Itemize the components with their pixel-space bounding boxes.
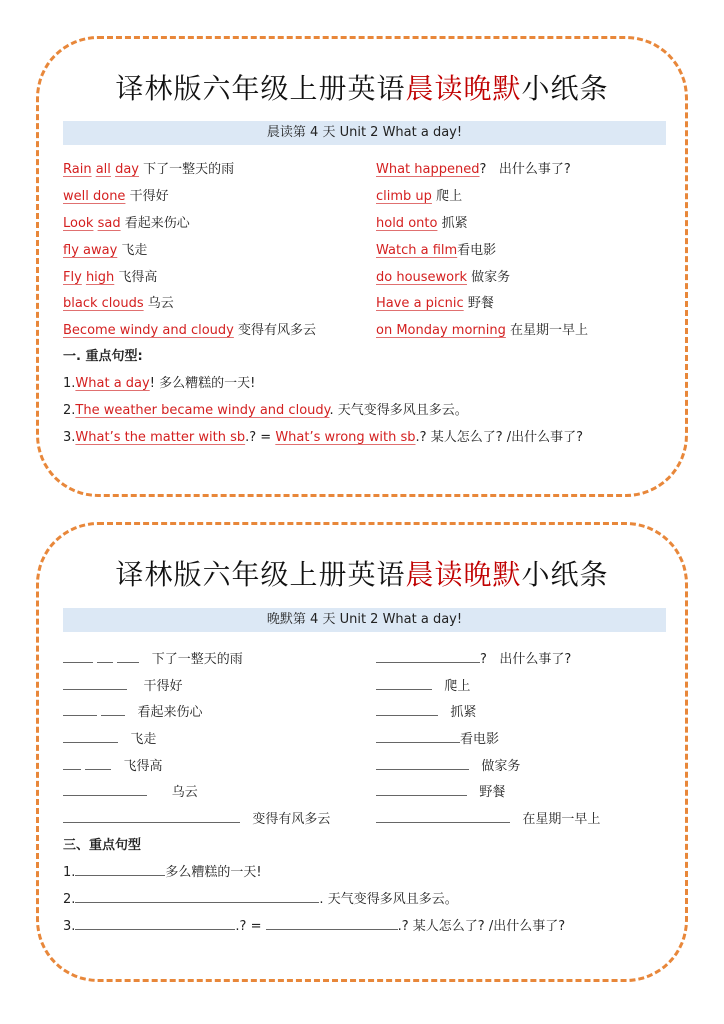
dictation-item: 在星期一早上 xyxy=(376,810,600,829)
section-band: 晚默第 4 天 Unit 2 What a day! xyxy=(63,608,666,632)
vocab-item: do housework 做家务 xyxy=(376,270,511,285)
answer-blank[interactable] xyxy=(376,757,469,770)
dictation-item: 变得有风多云 xyxy=(63,810,330,829)
answer-blank[interactable] xyxy=(376,783,467,796)
vocab-item: well done 干得好 xyxy=(63,189,169,204)
sentence-item: 1. 多么糟糕的一天! xyxy=(63,865,262,880)
dictation-item: 野餐 xyxy=(376,783,505,802)
answer-blank[interactable] xyxy=(376,810,510,823)
answer-blank[interactable] xyxy=(85,757,111,770)
sentence-item: 3.What’s the matter with sb.? = What’s wrong with sb.? 某人怎么了? /出什么事了? xyxy=(63,430,584,445)
vocab-item: climb up 爬上 xyxy=(376,189,463,204)
morning-reading-card xyxy=(36,36,688,497)
vocab-item: on Monday morning 在星期一早上 xyxy=(376,323,589,338)
vocab-item: Have a picnic 野餐 xyxy=(376,296,494,311)
vocab-item: What happened? 出什么事了? xyxy=(376,162,571,177)
dictation-item: 乌云 xyxy=(63,783,198,802)
answer-blank[interactable] xyxy=(63,677,127,690)
answer-blank[interactable] xyxy=(63,650,93,663)
dictation-item: ? 出什么事了? xyxy=(376,650,571,669)
vocab-item: Watch a film看电影 xyxy=(376,243,497,258)
answer-blank[interactable] xyxy=(75,890,319,903)
answer-blank[interactable] xyxy=(376,730,460,743)
evening-dictation-card xyxy=(36,522,688,982)
answer-blank[interactable] xyxy=(376,650,480,663)
vocab-item: Look sad 看起来伤心 xyxy=(63,216,190,231)
page-title: 译林版六年级上册英语晨读晚默小纸条 xyxy=(115,72,609,105)
answer-blank[interactable] xyxy=(63,810,240,823)
dictation-item: 下了一整天的雨 xyxy=(63,650,243,669)
vocab-item: fly away 飞走 xyxy=(63,243,148,258)
vocab-item: black clouds 乌云 xyxy=(63,296,174,311)
answer-blank[interactable] xyxy=(63,783,147,796)
sentence-item: 2.The weather became windy and cloudy. 天气变得多风且多云。 xyxy=(63,403,468,418)
answer-blank[interactable] xyxy=(75,917,235,930)
answer-blank[interactable] xyxy=(75,863,165,876)
section-heading: 三、重点句型 xyxy=(63,838,142,853)
dictation-item: 干得好 xyxy=(63,677,183,696)
section-heading: 一. 重点句型: xyxy=(63,349,143,364)
dictation-item: 看起来伤心 xyxy=(63,703,203,722)
dictation-item: 飞得高 xyxy=(63,757,163,776)
answer-blank[interactable] xyxy=(376,703,438,716)
answer-blank[interactable] xyxy=(97,650,113,663)
page-title: 译林版六年级上册英语晨读晚默小纸条 xyxy=(115,558,609,591)
sentence-item: 1.What a day! 多么糟糕的一天! xyxy=(63,376,256,391)
answer-blank[interactable] xyxy=(117,650,139,663)
dictation-item: 爬上 xyxy=(376,677,470,696)
dictation-item: 抓紧 xyxy=(376,703,476,722)
answer-blank[interactable] xyxy=(101,703,125,716)
dictation-item: 看电影 xyxy=(376,730,499,749)
answer-blank[interactable] xyxy=(266,917,398,930)
section-band: 晨读第 4 天 Unit 2 What a day! xyxy=(63,121,666,145)
answer-blank[interactable] xyxy=(63,757,81,770)
sentence-item: 3. .? = .? 某人怎么了? /出什么事了? xyxy=(63,919,566,934)
sentence-item: 2. . 天气变得多风且多云。 xyxy=(63,892,458,907)
dictation-item: 做家务 xyxy=(376,757,520,776)
answer-blank[interactable] xyxy=(376,677,432,690)
answer-blank[interactable] xyxy=(63,730,118,743)
vocab-item: Become windy and cloudy 变得有风多云 xyxy=(63,323,317,338)
answer-blank[interactable] xyxy=(63,703,97,716)
dictation-item: 飞走 xyxy=(63,730,156,749)
vocab-item: hold onto 抓紧 xyxy=(376,216,468,231)
vocab-item: Fly high 飞得高 xyxy=(63,270,158,285)
vocab-item: Rain all day 下了一整天的雨 xyxy=(63,162,235,177)
